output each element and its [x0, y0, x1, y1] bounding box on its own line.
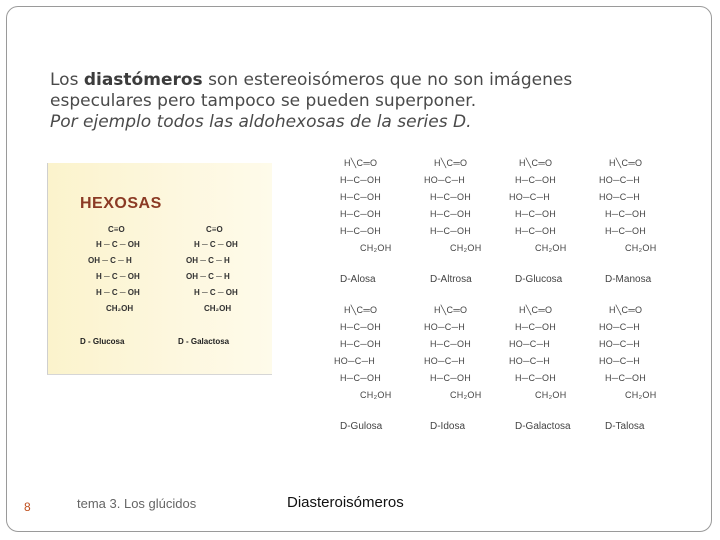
stereocenter-row: H─C─OH — [340, 373, 382, 383]
stereocenter-row: HO─C─H — [509, 356, 551, 366]
stereocenter-row: H─C─OH — [605, 373, 647, 383]
terminal-group: CH₂OH — [535, 243, 567, 253]
intro-line-2: especulares pero tampoco se pueden superponer. — [50, 91, 477, 111]
stereocenter-row: H─C─OH — [515, 226, 557, 236]
stereocenter-row: H─C─OH — [515, 175, 557, 185]
aldohexose-name: D-Galactosa — [515, 421, 571, 432]
aldohexose-name: D-Gulosa — [340, 421, 383, 432]
terminal-group: CH₂OH — [360, 390, 392, 400]
stereocenter-row: H─C─OH — [340, 192, 382, 202]
fischer-aldehyde: C≡O — [206, 225, 223, 234]
aldehyde-group: H╲C═O — [434, 158, 468, 168]
stereocenter-row: HO─C─H — [509, 339, 551, 349]
hexosas-title: HEXOSAS — [80, 195, 162, 212]
intro-line-1-start: Los — [50, 70, 84, 90]
stereocenter-row: HO─C─H — [424, 356, 466, 366]
aldehyde-group: H╲C═O — [609, 158, 643, 168]
intro-line-3: Por ejemplo todos las aldohexosas de la series D. — [50, 112, 472, 132]
slide-number: 8 — [24, 500, 31, 514]
intro-text — [50, 70, 630, 133]
terminal-group: CH₂OH — [625, 243, 657, 253]
aldohexose-name: D-Idosa — [430, 421, 466, 432]
stereocenter-row: HO─C─H — [334, 356, 376, 366]
aldohexose-name: D-Talosa — [605, 421, 645, 432]
stereocenter-row: H─C─OH — [430, 192, 472, 202]
terminal-group: CH₂OH — [450, 243, 482, 253]
stereocenter-row: H─C─OH — [430, 226, 472, 236]
fischer-row: H ─ C ─ OH — [194, 288, 238, 297]
fischer-row: H ─ C ─ OH — [96, 240, 140, 249]
aldehyde-group: H╲C═O — [519, 158, 553, 168]
aldehyde-group: H╲C═O — [609, 305, 643, 315]
stereocenter-row: H─C─OH — [430, 373, 472, 383]
stereocenter-row: HO─C─H — [424, 175, 466, 185]
stereocenter-row: HO─C─H — [509, 192, 551, 202]
hexosa-name: D - Galactosa — [178, 337, 230, 346]
aldehyde-group: H╲C═O — [344, 305, 378, 315]
stereocenter-row: HO─C─H — [424, 322, 466, 332]
fischer-row: H ─ C ─ OH — [96, 272, 140, 281]
terminal-group: CH₂OH — [535, 390, 567, 400]
fischer-row: OH ─ C ─ H — [186, 256, 230, 265]
intro-keyword: diastómeros — [83, 70, 203, 90]
terminal-group: CH₂OH — [625, 390, 657, 400]
stereocenter-row: HO─C─H — [599, 192, 641, 202]
stereocenter-row: HO─C─H — [599, 175, 641, 185]
aldehyde-group: H╲C═O — [434, 305, 468, 315]
stereocenter-row: HO─C─H — [599, 356, 641, 366]
intro-line-1-end: son estereoisómeros que no son imágenes — [202, 70, 573, 90]
stereocenter-row: H─C─OH — [340, 175, 382, 185]
hexosa-name: D - Glucosa — [80, 337, 125, 346]
footer-topic: tema 3. Los glúcidos — [77, 496, 197, 511]
stereocenter-row: H─C─OH — [605, 209, 647, 219]
stereocenter-row: H─C─OH — [340, 209, 382, 219]
stereocenter-row: HO─C─H — [599, 322, 641, 332]
aldehyde-group: H╲C═O — [519, 305, 553, 315]
terminal-group: CH₂OH — [360, 243, 392, 253]
terminal-group: CH₂OH — [450, 390, 482, 400]
stereocenter-row: H─C─OH — [605, 226, 647, 236]
aldohexose-name: D-Glucosa — [515, 274, 563, 285]
stereocenter-row: H─C─OH — [340, 322, 382, 332]
intro-line-1 — [50, 70, 630, 91]
aldohexose-name: D-Manosa — [605, 274, 652, 285]
fischer-row: H ─ C ─ OH — [194, 240, 238, 249]
stereocenter-row: H─C─OH — [340, 339, 382, 349]
fischer-row: OH ─ C ─ H — [88, 256, 132, 265]
fischer-aldehyde: C≡O — [108, 225, 125, 234]
footer-title: Diasteroisómeros — [287, 494, 404, 511]
stereocenter-row: H─C─OH — [515, 209, 557, 219]
hexosas-panel — [47, 163, 272, 375]
stereocenter-row: HO─C─H — [599, 339, 641, 349]
stereocenter-row: H─C─OH — [430, 339, 472, 349]
stereocenter-row: H─C─OH — [515, 373, 557, 383]
fischer-row: H ─ C ─ OH — [96, 288, 140, 297]
fischer-terminal: CH₂OH — [204, 304, 232, 313]
fischer-terminal: CH₂OH — [106, 304, 134, 313]
aldehyde-group: H╲C═O — [344, 158, 378, 168]
fischer-row: OH ─ C ─ H — [186, 272, 230, 281]
aldohexose-name: D-Alosa — [340, 274, 376, 285]
aldohexose-name: D-Altrosa — [430, 274, 472, 285]
stereocenter-row: H─C─OH — [515, 322, 557, 332]
stereocenter-row: H─C─OH — [340, 226, 382, 236]
stereocenter-row: H─C─OH — [430, 209, 472, 219]
